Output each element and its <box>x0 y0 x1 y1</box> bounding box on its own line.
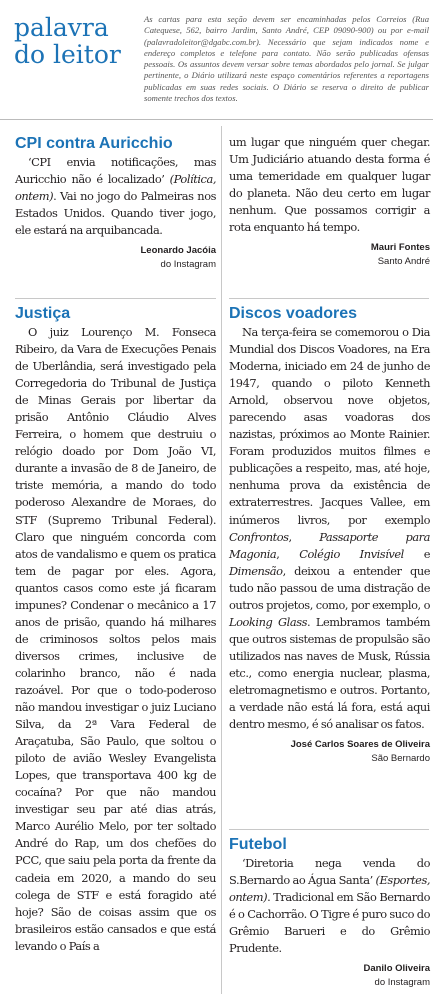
letter-divider <box>229 298 429 299</box>
separator: , <box>288 529 320 544</box>
author-name: Danilo Oliveira <box>363 963 430 975</box>
author-source: São Bernardo <box>371 753 430 765</box>
project-name: Looking Glass <box>229 614 307 629</box>
author-source: do Instagram <box>374 977 430 989</box>
author-name: Leonardo Jacóia <box>140 245 216 257</box>
quoted-headline: ‘CPI envia notificações, mas Auricchio não é localizado’ <box>15 155 216 187</box>
letter-divider <box>229 829 429 830</box>
letter-text: , deixou a entender que tudo não passou de uma distração de outros projetos, como, por exemplo, o <box>229 563 430 612</box>
separator: , <box>276 546 300 561</box>
letter-body <box>229 324 430 733</box>
letter-divider <box>15 298 216 299</box>
letter-title: Futebol <box>229 836 287 853</box>
letter-discos <box>229 304 430 766</box>
book-title: Passaporte para Magonia <box>229 529 431 561</box>
section-title: palavra do leitor <box>14 13 121 69</box>
letter-justica-continued <box>229 134 430 269</box>
quoted-headline: ‘Diretoria nega venda do S.Bernardo ao Água Santa’ <box>229 856 430 888</box>
book-title: Colégio Invisível <box>299 546 404 561</box>
author-source: do Instagram <box>160 259 216 271</box>
author-name: José Carlos Soares de Oliveira <box>290 739 430 751</box>
letter-title: Justiça <box>15 305 71 322</box>
letter-text: . Tradicional em São Bernardo é o Cachorrão. O Tigre é puro suco do Grêmio Barueri e do Grêmio Prudente. <box>229 890 430 956</box>
letter-title: Discos voadores <box>229 305 358 322</box>
letter-body: O juiz Lourenço M. Fonseca Ribeiro, da Vara de Execuções Penais de Uberlândia, será investigado pela Corregedoria do Tribunal de Justiça de Minas Gerais por libertar da prisão Antônio Cláudio Alves Ferreira, o homem que destruiu o relógio doado por Dom João VI, durante a invasão de 8 de Janeiro, de triste memória, a mando do todo poderoso Alexandre de Moraes, do STF (Supremo Tribunal Federal). Claro que ninguém concorda com atos de vandalismo e quem os pratica tem de pagar por eles. Agora, quantos casos como este já ficaram impunes? Condenar o mecânico a 17 anos de prisão, quando há milhares de criminosos soltos pelos mais diversos crimes, inclusive de colarinho branco, não é nada razoável. Por que o todo-poderoso não mandou investigar o juiz Luciano Silva, da 2ª Vara Federal de Araçatuba, São Paulo, que soltou o piloto de avião Wesley Evangelista Lopes, que transportava 400 kg de cocaína? Por que não mandou investigar seu par até dias atrás, Marco Aurélio Melo, por ter soltado André do Rap, um dos chefões do PCC, que saiu pela porta da frente da cadeia em 2020, a mando do seu colega de STF e está foragido até hoje? São de coisas assim que os brasileiros estão cansados e que está levando o País a <box>15 325 216 953</box>
book-title: Confrontos <box>229 529 289 544</box>
author-name: Mauri Fontes <box>370 242 430 254</box>
letter-title: CPI contra Auricchio <box>15 135 173 152</box>
column-divider <box>221 126 222 994</box>
masthead <box>0 0 433 118</box>
letter-text: . Lembramos também que outros sistemas de propulsão são utilizados nas naves de Musk, Rússia etc., como energia nuclear, plasma, eletromagnetismo e outros. Portanto, a verdade não está lá fora, está aqui dentro mesmo, é só analisar os fatos. <box>229 614 430 732</box>
submission-guidelines: As cartas para esta seção devem ser encaminhadas pelos Correios (Rua Catequese, 562, bairro Jardim, Santo André, CEP 09090-900) ou por e-mail (palavradoleitor@dgabc.com.br). Necessário que sejam indicados nome e endereço completos e telefone para contato. Não serão publicadas ofensas pessoais. Os assuntos devem versar sobre temas abordados pelo jornal. Se julgar pertinente, o Diário utilizará neste espaço comentários referentes a reportagens publicadas em suas redes sociais. O Diário se reserva o direito de publicar somente trechos dos textos. <box>144 14 429 104</box>
header-divider <box>0 119 433 120</box>
letter-body <box>229 855 430 957</box>
letter-cpi <box>15 134 216 272</box>
letter-futebol <box>229 835 430 990</box>
letter-text: Na terça-feira se comemorou o Dia Mundial dos Discos Voadores, na Era Moderna, iniciado em 24 de junho de 1947, quando o piloto Kenneth Arnold, observou nove objetos, parecendo asas voadoras dos nazistas, próximos ao Monte Rainier. Foram produzidos muitos filmes e publicações a respeito, mas, até hoje, nenhuma prova da existência de extraterrestres. Jacques Vallee, em inúmeros livros, por exemplo <box>229 325 430 527</box>
letter-justica <box>15 304 216 955</box>
headline-reference: (Esportes, ontem) <box>229 873 431 905</box>
letter-continuation: um lugar que ninguém quer chegar. Um Judiciário atuando desta forma é uma temeridade em qualquer lugar do planeta. Não deu certo em lugar nenhum. Que possamos corrigir a rota enquanto há tempo. <box>229 135 430 235</box>
author-source: Santo André <box>377 256 430 268</box>
separator: e <box>403 546 430 561</box>
headline-reference: (Política, ontem) <box>15 172 216 204</box>
book-title: Dimensão <box>229 563 283 578</box>
letter-body <box>15 154 216 239</box>
letter-text: . Vai no jogo do Palmeiras nos Estados Unidos. Quando tiver jogo, ele estará na arquibancada. <box>15 189 216 238</box>
